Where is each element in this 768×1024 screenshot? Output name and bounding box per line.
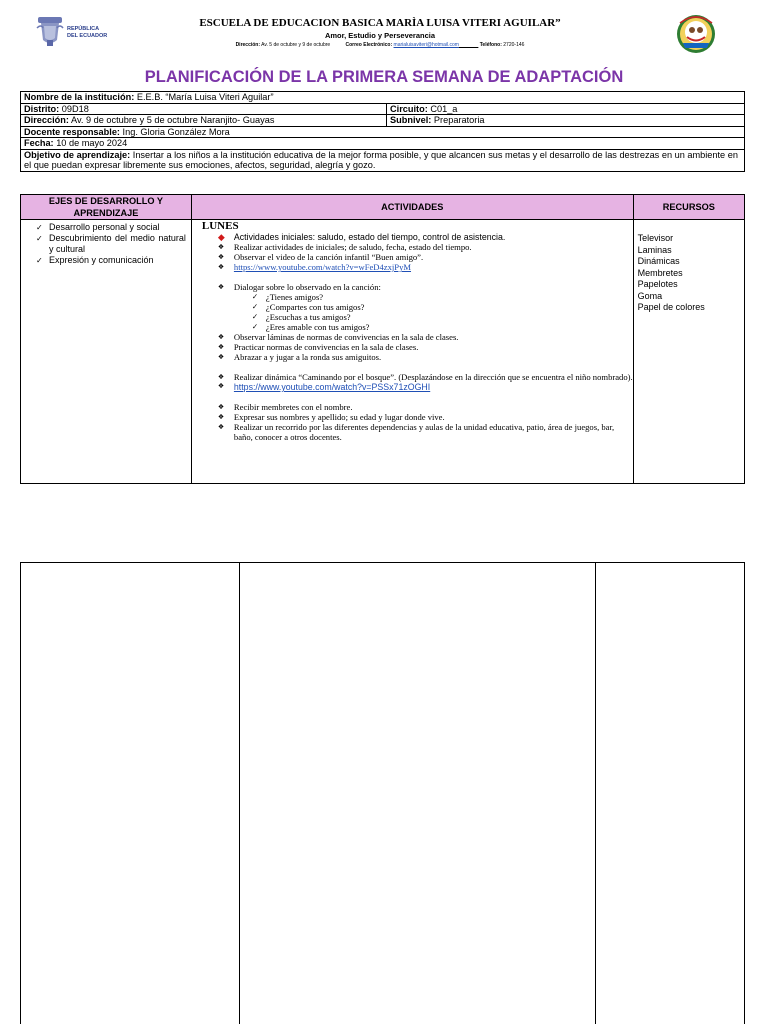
institution-cell	[21, 92, 745, 104]
resources-cell	[633, 220, 744, 484]
resource-item: Papelotes	[637, 279, 678, 289]
resource-item: Televisor	[637, 233, 674, 243]
question-item: ✓ ¿Tienes amigos?	[250, 292, 633, 302]
info-address-value: Av. 9 de octubre y 5 de octubre Naranjito- Guayas	[70, 115, 275, 125]
phone-value: 2720-146	[503, 42, 525, 48]
resource-item: Membretes	[637, 267, 683, 278]
resources-header: RECURSOS	[633, 195, 744, 220]
circuit-value: C01_a	[430, 103, 458, 114]
axes-header: EJES DE DESARROLLO Y APRENDIZAJE	[21, 195, 192, 220]
email-link[interactable]: marialuisaviteri@hotmail.com	[393, 42, 459, 48]
activity-item: ❖ Expresar sus nombres y apellido; su edad y lugar donde vive.	[218, 412, 633, 422]
resource-item: Dinámicas	[637, 256, 680, 266]
axis-item: ✓ Desarrollo personal y social	[31, 222, 186, 233]
info-row-objective	[21, 149, 745, 171]
questions-list	[234, 292, 633, 332]
activity-text: Dialogar sobre lo observado en la canción:	[233, 282, 381, 292]
activity-link-item	[218, 262, 633, 272]
teacher-value: Ing. Gloria González Mora	[122, 126, 230, 137]
resource-item: Goma	[637, 290, 663, 301]
activity-item: ❖ Observar láminas de normas de convivencias en la sala de clases.	[218, 332, 633, 342]
question-item: ✓ ¿Escuchas a tus amigos?	[250, 312, 633, 322]
activity-item	[218, 282, 633, 332]
question-item: ✓ ¿Eres amable con tus amigos?	[250, 322, 633, 332]
school-motto: Amor, Estudio y Perseverancia	[324, 31, 436, 40]
resource-item: Papel de colores	[637, 302, 705, 312]
activity-item: ❖ Abrazar a y jugar a la ronda sus amiguitos.	[218, 352, 633, 362]
axis-item: ✓ Expresión y comunicación	[31, 255, 186, 266]
circuit-cell	[387, 103, 745, 115]
resources-list	[634, 220, 744, 314]
planning-table	[20, 194, 745, 484]
continuation-row	[21, 563, 745, 1024]
institution-info-table	[20, 91, 745, 172]
address-label: Dirección:	[235, 42, 261, 48]
activities-list	[192, 232, 633, 442]
activity-item: ❖ Recibir membretes con el nombre.	[218, 402, 633, 412]
info-row-teacher	[21, 126, 745, 138]
email-label: Correo Electrónico:	[345, 42, 393, 48]
page-title: PLANIFICACIÓN DE LA PRIMERA SEMANA DE ADAPTACIÓN	[144, 68, 624, 86]
empty-axes-cell	[21, 563, 240, 1024]
ecuador-logo-text: REPÚBLICA DEL ECUADOR	[67, 26, 108, 39]
activity-item: ❖ Realizar un recorrido por las diferentes dependencias y aulas de la unidad educativa, patio, área de juegos, bar, baño, conocer a otros docentes.	[218, 422, 633, 442]
axes-list	[21, 220, 191, 266]
objective-cell	[21, 149, 745, 171]
continuation-table	[20, 562, 745, 1024]
district-cell	[21, 103, 387, 115]
info-row-address	[21, 115, 745, 127]
resource-item: Laminas	[637, 244, 672, 255]
date-value: 10 de mayo 2024	[56, 138, 128, 148]
school-logo	[674, 13, 718, 55]
teacher-cell	[21, 126, 745, 138]
address-cell	[21, 115, 387, 127]
sublevel-value: Preparatoria	[433, 115, 485, 125]
day-heading: LUNES	[201, 220, 239, 232]
phone-label: Teléfono:	[479, 42, 502, 48]
info-row-date	[21, 138, 745, 150]
info-address-label: Dirección:	[24, 115, 69, 125]
planning-header-row	[21, 195, 745, 220]
activity-item: ❖ Observar el video de la canción infantil “Buen amigo”.	[218, 252, 633, 262]
address-value: Av. 5 de octubre y 9 de octubre	[261, 42, 331, 48]
youtube-link[interactable]: https://www.youtube.com/watch?v=PSSx71zOGHI	[233, 382, 431, 392]
sublevel-label: Subnivel:	[390, 115, 432, 125]
axis-item: ✓ Descubrimiento del medio natural y cultural	[31, 233, 186, 255]
activities-cell	[191, 220, 633, 484]
planning-body-row	[21, 220, 745, 484]
institution-value: E.E.B. “María Luisa Viteri Aguilar”	[136, 92, 274, 102]
objective-value: Insertar a los niños a la institución educativa de la mejor forma posible, y que alcancen sus metas y el desarrollo de las destrezas en un ambiente en el que puedan expresar libremente sus emociones, afectos, seguridad, alegría y gozo.	[24, 149, 738, 170]
circuit-label: Circuito:	[390, 103, 428, 114]
axes-cell	[21, 220, 192, 484]
activity-item: ❖ Realizar actividades de iniciales; de saludo, fecha, estado del tiempo.	[218, 242, 633, 252]
activity-item: ❖ Practicar normas de convivencias en la sala de clases.	[218, 342, 633, 352]
school-name: ESCUELA DE EDUCACION BASICA MARÌA LUISA VITERI AGUILAR”	[199, 17, 561, 29]
youtube-link[interactable]: https://www.youtube.com/watch?v=wFeD4zxjPyM	[233, 262, 412, 272]
activity-item: ◆ Actividades iniciales: saludo, estado del tiempo, control de asistencia.	[218, 232, 633, 242]
school-emblem-icon	[674, 13, 718, 55]
info-row-institution	[21, 92, 745, 104]
activity-link-item	[218, 382, 633, 392]
ecuador-coat-of-arms-icon	[35, 14, 65, 50]
objective-label: Objetivo de aprendizaje:	[24, 149, 131, 160]
question-item: ✓ ¿Compartes con tus amigos?	[250, 302, 633, 312]
contact-line	[100, 42, 660, 48]
info-row-district	[21, 103, 745, 115]
date-cell	[21, 138, 745, 150]
institution-label: Nombre de la institución:	[24, 92, 135, 102]
activities-header: ACTIVIDADES	[191, 195, 633, 220]
activity-item: ❖ Realizar dinámica “Caminando por el bosque”. (Desplazándose en la dirección que se encuentra el niño nombrado).	[218, 372, 633, 382]
date-label: Fecha:	[24, 138, 54, 148]
empty-resources-cell	[596, 563, 745, 1024]
teacher-label: Docente responsable:	[24, 126, 120, 137]
sublevel-cell	[387, 115, 745, 127]
empty-activities-cell	[239, 563, 596, 1024]
district-value: 09D18	[61, 103, 89, 114]
district-label: Distrito:	[24, 103, 60, 114]
